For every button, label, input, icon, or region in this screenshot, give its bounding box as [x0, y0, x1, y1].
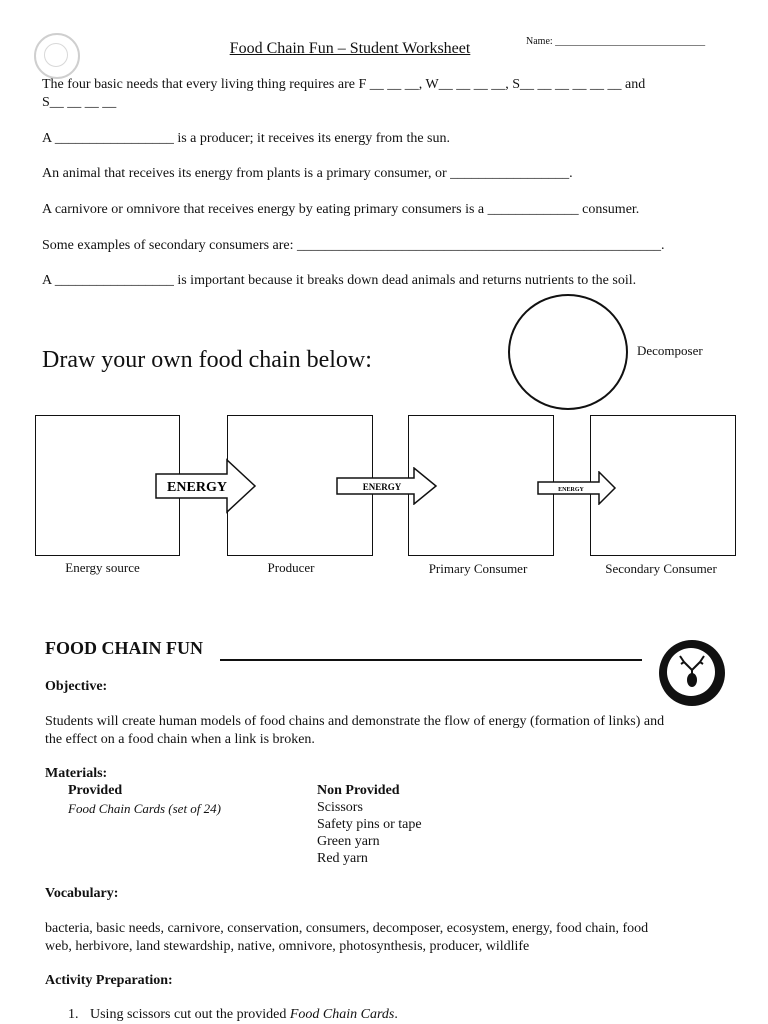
basic-needs-line-2: S__ __ __ __	[42, 95, 117, 110]
step-1-text: Using scissors cut out the provided	[90, 1007, 287, 1022]
activity-preparation-label: Activity Preparation:	[45, 973, 173, 988]
lesson-heading: FOOD CHAIN FUN	[45, 638, 203, 658]
non-provided-label: Non Provided	[317, 783, 400, 798]
primary-consumer-question: An animal that receives its energy from plants is a primary consumer, or _________________.	[42, 166, 573, 181]
step-1-end: .	[394, 1007, 398, 1022]
non-provided-item: Red yarn	[317, 851, 368, 866]
provided-label: Provided	[68, 783, 123, 798]
step-1	[90, 1007, 398, 1023]
provided-item: Food Chain Cards (set of 24)	[68, 801, 221, 816]
non-provided-item: Scissors	[317, 800, 363, 815]
texas-wildlife-association-logo	[659, 640, 725, 706]
decomposer-label: Decomposer	[637, 343, 703, 358]
non-provided-item: Safety pins or tape	[317, 817, 422, 832]
caption-energy-source: Energy source	[65, 560, 140, 575]
draw-heading: Draw your own food chain below:	[42, 347, 372, 373]
objective-text-2: the effect on a food chain when a link is broken.	[45, 732, 315, 747]
examples-question: Some examples of secondary consumers are: ____________________________________________________.	[42, 238, 665, 253]
decomposer-circle[interactable]	[508, 294, 628, 410]
heading-rule	[220, 659, 642, 661]
energy-arrow-2	[336, 467, 438, 505]
non-provided-item: Green yarn	[317, 834, 380, 849]
decomposer-question: A _________________ is important because it breaks down dead animals and returns nutrients to the soil.	[42, 273, 637, 288]
step-1-number: 1.	[68, 1007, 79, 1022]
vocabulary-text-2: web, herbivore, land stewardship, native, omnivore, photosynthesis, producer, wildlife	[45, 939, 530, 954]
energy-arrow-1	[155, 458, 257, 514]
caption-producer: Producer	[267, 560, 315, 575]
basic-needs-line-1: The four basic needs that every living thing requires are F __ __ __, W__ __ __ __, S__ __ __ __ __ __ and	[42, 77, 646, 92]
energy-arrow-3-label: ENERGY	[558, 487, 584, 493]
caption-primary-consumer: Primary Consumer	[428, 561, 528, 576]
objective-text-1: Students will create human models of food chains and demonstrate the flow of energy (formation of links) and	[45, 714, 665, 729]
energy-arrow-3	[537, 471, 617, 505]
name-field[interactable]: Name: ______________________________	[526, 36, 706, 47]
energy-arrow-1-label: ENERGY	[167, 480, 227, 495]
vocabulary-label: Vocabulary:	[45, 886, 119, 901]
secondary-consumer-question: A carnivore or omnivore that receives energy by eating primary consumers is a _____________ consumer.	[42, 202, 640, 217]
caption-secondary-consumer: Secondary Consumer	[605, 561, 717, 576]
vocabulary-text-1: bacteria, basic needs, carnivore, conservation, consumers, decomposer, ecosystem, energy, food chain, food	[45, 921, 649, 936]
materials-label: Materials:	[45, 766, 108, 781]
deer-icon	[659, 640, 725, 706]
step-1-italic: Food Chain Cards	[289, 1007, 395, 1022]
producer-question: A _________________ is a producer; it receives its energy from the sun.	[42, 131, 450, 146]
worksheet-title: Food Chain Fun – Student Worksheet	[229, 40, 471, 57]
objective-label: Objective:	[45, 679, 108, 694]
energy-arrow-2-label: ENERGY	[362, 482, 402, 492]
